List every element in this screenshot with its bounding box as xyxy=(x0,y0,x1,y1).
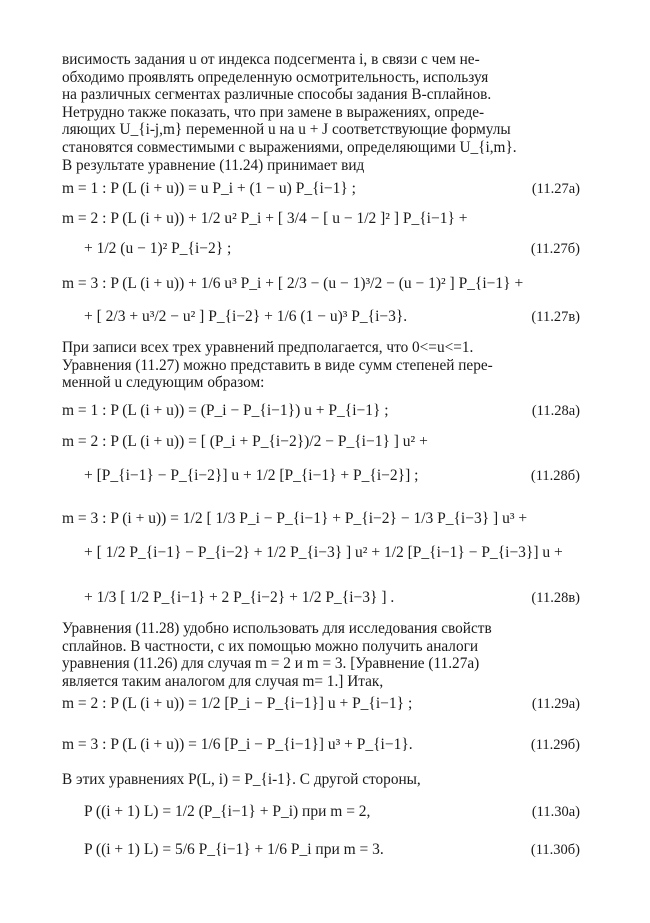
equation-11-27b-line-2 xyxy=(62,233,588,265)
equation-11-29a xyxy=(62,688,588,720)
equation-number: (11.28а) xyxy=(531,402,580,419)
text-line: становятся совместимыми с выражениями, определяющими U_{i,m}. xyxy=(62,138,517,156)
equation-body: + [P_{i−1} − P_{i−2}] u + 1/2 [P_{i−1} + P_{i−2}] ; xyxy=(84,467,419,484)
equation-body: m = 1 : P (L (i + u)) = (P_i − P_{i−1}) u + P_{i−1} ; xyxy=(62,402,389,419)
equation-body: m = 2 : P (L (i + u)) = 1/2 [P_i − P_{i−1}] u + P_{i−1} ; xyxy=(62,695,413,712)
equation-body: + [ 2/3 + u³/2 − u² ] P_{i−2} + 1/6 (1 − u)³ P_{i−3}. xyxy=(84,308,408,325)
equation-11-29b xyxy=(62,729,588,761)
equation-number: (11.27б) xyxy=(530,240,580,257)
text-line: ляющих U_{i-j,m} переменной u на u + J соответствующие формулы xyxy=(62,121,511,139)
equation-number: (11.29а) xyxy=(531,695,580,712)
text-line: В результате уравнение (11.24) принимает вид xyxy=(62,156,365,174)
equation-number: (11.28в) xyxy=(531,589,580,606)
equation-11-30a xyxy=(62,796,588,828)
text-line: В этих уравнениях P(L, i) = P_{i-1}. С другой стороны, xyxy=(62,771,421,788)
text-line: уравнения (11.26) для случая m = 2 и m = 3. [Уравнение (11.27а) xyxy=(62,655,480,673)
equation-11-27c-line-1 xyxy=(62,268,588,300)
equation-body: m = 3 : P (i + u)) = 1/2 [ 1/3 P_i − P_{i−1} + P_{i−2} − 1/3 P_{i−3} ] u³ + xyxy=(62,510,528,527)
equation-body: P ((i + 1) L) = 1/2 (P_{i−1} + P_i) при m = 2, xyxy=(84,803,371,820)
equation-number: (11.27а) xyxy=(531,180,580,197)
equation-number: (11.30а) xyxy=(531,803,580,820)
equation-body: m = 1 : P (L (i + u)) = u P_i + (1 − u) P_{i−1} ; xyxy=(62,180,356,197)
equation-body: m = 2 : P (L (i + u)) = [ (P_i + P_{i−2})/2 − P_{i−1} ] u² + xyxy=(62,433,428,450)
equation-11-27c-line-2 xyxy=(62,301,588,333)
equation-body: P ((i + 1) L) = 5/6 P_{i−1} + 1/6 P_i при m = 3. xyxy=(84,841,384,858)
text-line: менной u следующим образом: xyxy=(62,374,265,392)
text-line: висимость задания u от индекса подсегмента i, в связи с чем не- xyxy=(62,51,480,68)
equation-11-27b-line-1 xyxy=(62,203,588,235)
equation-11-28c-line-1 xyxy=(62,503,588,535)
equation-body: m = 3 : P (L (i + u)) + 1/6 u³ P_i + [ 2/3 − (u − 1)³/2 − (u − 1)² ] P_{i−1} + xyxy=(62,275,524,292)
text-line: сплайнов. В частности, с их помощью можно получить аналоги xyxy=(62,637,479,655)
equation-11-28c-line-2 xyxy=(62,537,588,569)
equation-number: (11.28б) xyxy=(530,467,580,484)
equation-11-28b-line-2 xyxy=(62,460,588,492)
equation-body: + 1/3 [ 1/2 P_{i−1} + 2 P_{i−2} + 1/2 P_{i−3} ] . xyxy=(84,589,395,606)
paragraph-assumption xyxy=(62,339,588,392)
text-line: является таким аналогом для случая m= 1.] Итак, xyxy=(62,672,384,690)
equation-11-27a xyxy=(62,173,588,205)
equation-body: + [ 1/2 P_{i−1} − P_{i−2} + 1/2 P_{i−3} ] u² + 1/2 [P_{i−1} − P_{i−3}] u + xyxy=(84,544,563,561)
paragraph-other-side xyxy=(62,771,588,789)
equation-11-30b xyxy=(62,834,588,866)
paragraph-intro xyxy=(62,51,588,174)
equation-body: + 1/2 (u − 1)² P_{i−2} ; xyxy=(84,240,232,257)
equation-number: (11.30б) xyxy=(530,841,580,858)
text-line: Уравнения (11.28) удобно использовать для исследования свойств xyxy=(62,620,492,637)
equation-11-28a xyxy=(62,395,588,427)
text-line: на различных сегментах различные способы задания B-сплайнов. xyxy=(62,86,492,104)
equation-number: (11.29б) xyxy=(530,736,580,753)
text-line: При записи всех трех уравнений предполагается, что 0<=u<=1. xyxy=(62,339,474,356)
equation-11-28b-line-1 xyxy=(62,426,588,458)
text-line: Нетрудно также показать, что при замене в выражениях, опреде- xyxy=(62,103,485,121)
equation-number: (11.27в) xyxy=(531,308,580,325)
paragraph-usage xyxy=(62,620,588,690)
text-line: обходимо проявлять определенную осмотрительность, используя xyxy=(62,68,489,86)
equation-body: m = 2 : P (L (i + u)) + 1/2 u² P_i + [ 3/4 − [ u − 1/2 ]² ] P_{i−1} + xyxy=(62,210,468,227)
text-line: Уравнения (11.27) можно представить в виде сумм степеней пере- xyxy=(62,356,493,374)
equation-11-28c-line-3 xyxy=(62,582,588,614)
equation-body: m = 3 : P (L (i + u)) = 1/6 [P_i − P_{i−1}] u³ + P_{i−1}. xyxy=(62,736,413,753)
